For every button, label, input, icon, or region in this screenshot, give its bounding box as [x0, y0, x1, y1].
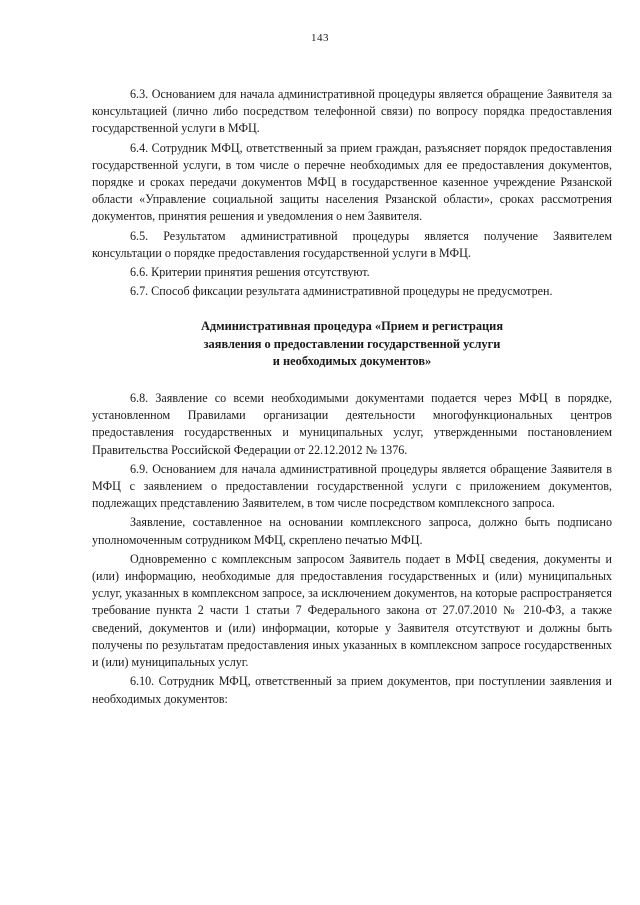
paragraph-6-7: 6.7. Способ фиксации результата административной процедуры не предусмотрен. [130, 284, 553, 299]
paragraph-6-9: 6.9. Основанием для начала административной процедуры является обращение Заявителя в МФЦ с заявлением о предоставлении государственной услуги с приложением документов, подлежащих представлению Заявителем, в том числе посредством комплексного запроса. [92, 461, 612, 511]
paragraph-6-10: 6.10. Сотрудник МФЦ, ответственный за прием документов, при поступлении заявления и необходимых документов: [92, 674, 612, 706]
paragraph-complex-request-signature: Заявление, составленное на основании комплексного запроса, должно быть подписано уполномоченным сотрудником МФЦ, скреплено печатью МФЦ. [92, 515, 612, 547]
section-heading-line-3: и необходимых документов» [272, 353, 432, 368]
document-body [92, 86, 612, 710]
section-heading-line-2: заявления о предоставлении государственной услуги [203, 336, 501, 351]
section-heading-line-1: Административная процедура «Прием и регистрация [200, 319, 504, 334]
paragraph-6-6: 6.6. Критерии принятия решения отсутствуют. [130, 265, 370, 280]
paragraph-complex-request-documents: Одновременно с комплексным запросом Заявитель подает в МФЦ сведения, документы и (или) информацию, необходимые для предоставления государственных и (или) муниципальных услуг, указанных в комплексном запросе, за исключением документов, на которые распространяется требование пункта 2 части 1 статьи 7 Федерального закона от 27.07.2010 № 210-ФЗ, а также сведений, документов и (или) информации, которые у Заявителя отсутствуют и должны быть получены по результатам предоставления иных указанных в комплексном запросе государственных и (или) муниципальных услуг. [92, 551, 612, 670]
page-number: 143 [311, 32, 329, 44]
paragraph-6-5: 6.5. Результатом административной процедуры является получение Заявителем консультации о порядке предоставления государственной услуги в МФЦ. [92, 228, 612, 260]
paragraph-6-8: 6.8. Заявление со всеми необходимыми документами подается через МФЦ в порядке, установленном Правилами организации деятельности многофункциональных центров предоставления государственных и муниципальных услуг, утвержденными постановлением Правительства Российской Федерации от 22.12.2012 № 1376. [92, 391, 612, 457]
section-heading [92, 318, 612, 370]
paragraph-6-3: 6.3. Основанием для начала административной процедуры является обращение Заявителя за консультацией (лично либо посредством телефонной связи) по вопросу порядка предоставления государственной услуги в МФЦ. [92, 87, 612, 136]
paragraph-6-4: 6.4. Сотрудник МФЦ, ответственный за прием граждан, разъясняет порядок предоставления государственной услуги, в том числе о перечне необходимых для ее предоставления документов, порядке и сроках передачи документов МФЦ в государственное казенное учреждение Рязанской области «Управление социальной защиты населения Рязанской области», сроках рассмотрения документов, принятия решения и уведомления о нем Заявителя. [92, 140, 612, 224]
